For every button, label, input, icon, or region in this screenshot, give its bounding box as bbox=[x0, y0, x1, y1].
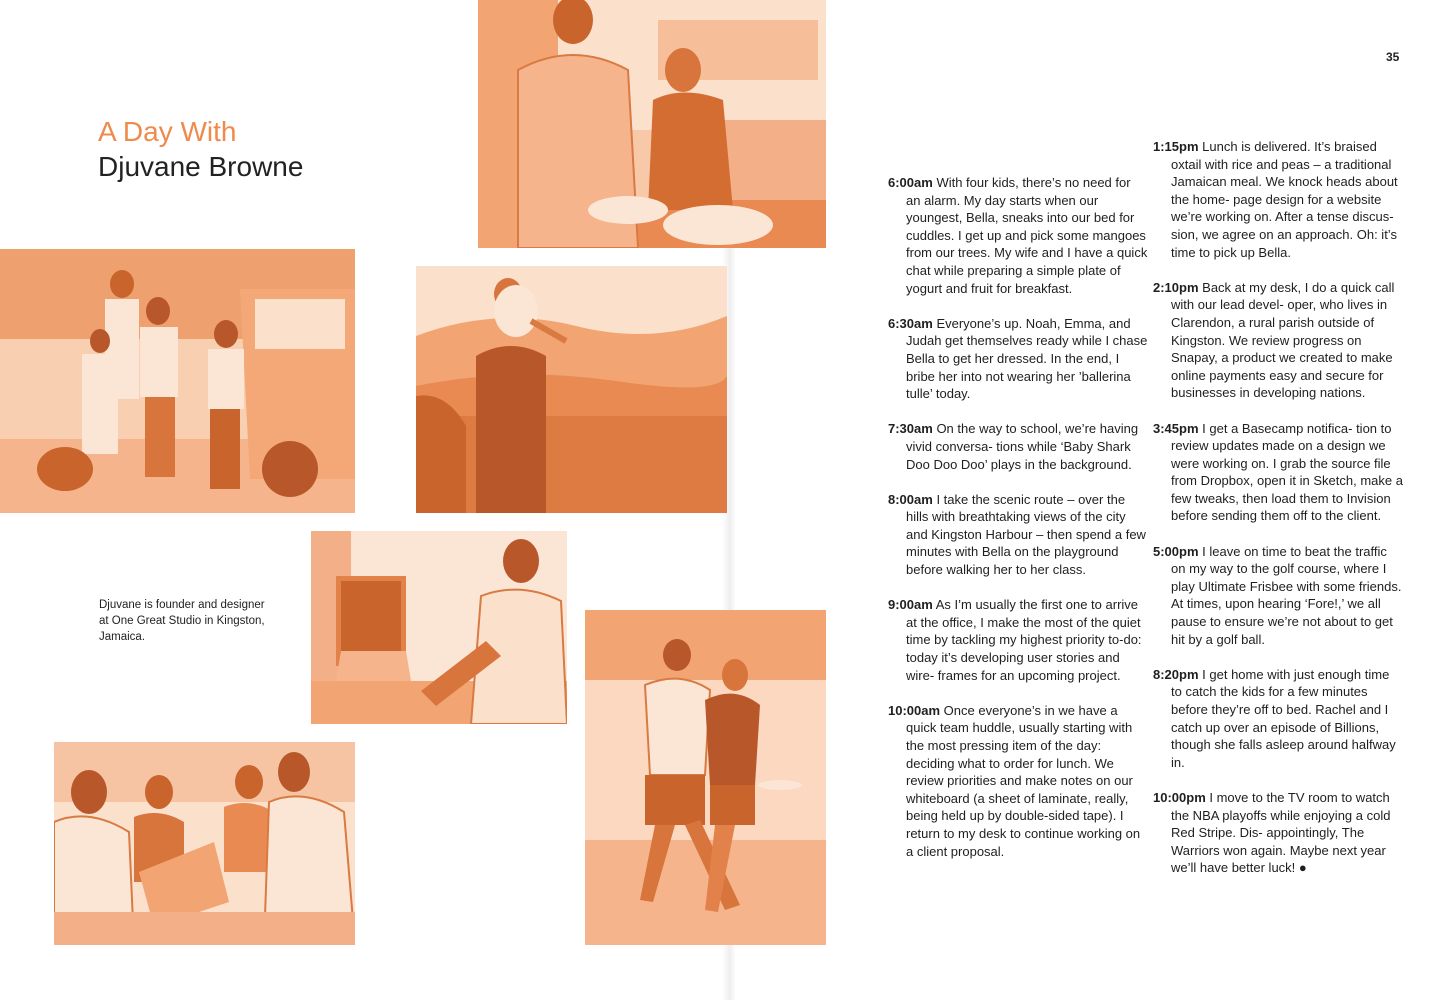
schedule-entry bbox=[1153, 279, 1403, 402]
entry-text: As I’m usually the first one to arrive at the office, I make the most of the quiet time by tackling my highest priority to-do: today it’s developing user stories and wire- frames for an upcoming project. bbox=[906, 597, 1142, 683]
schedule-entry bbox=[1153, 789, 1403, 877]
entry-time: 1:15pm bbox=[1153, 139, 1199, 154]
schedule-entry bbox=[888, 596, 1148, 684]
entry-time: 2:10pm bbox=[1153, 279, 1199, 295]
page-number: 35 bbox=[1386, 50, 1400, 64]
entry-text: I move to the TV room to watch the NBA playoffs while enjoying a cold Red Stripe. Dis- appointingly, The Warriors won again. Maybe next year we’ll have better luck! ● bbox=[1171, 789, 1391, 876]
family-walk-photo bbox=[0, 249, 355, 513]
title-line-2: Djuvane Browne bbox=[98, 151, 304, 182]
schedule-entry bbox=[888, 174, 1148, 297]
entry-time: 10:00pm bbox=[1153, 789, 1206, 805]
entry-text: I get home with just enough time to catch the kids for a few minutes before they’re off to bed. Rachel and I catch up over an episode of Billions, though she falls asleep around halfway in. bbox=[1171, 666, 1396, 770]
entry-text: I take the scenic route – over the hills with breathtaking views of the city and Kingston Harbour – then spend a few minutes with Bella on the playground before walking her to her class. bbox=[906, 491, 1146, 578]
schedule-entry bbox=[888, 491, 1148, 579]
schedule-entry bbox=[1153, 543, 1403, 649]
schedule-entry bbox=[1153, 420, 1403, 526]
entry-time: 9:00am bbox=[888, 597, 933, 613]
entry-text: On the way to school, we’re having vivid conversa- tions while ‘Baby Shark Doo Doo Doo’ plays in the background. bbox=[906, 421, 1139, 472]
article-title bbox=[98, 114, 303, 184]
entry-time: 5:00pm bbox=[1153, 543, 1199, 559]
schedule-entry bbox=[1153, 666, 1403, 772]
entry-time: 10:00am bbox=[888, 702, 941, 718]
frisbee-photo bbox=[585, 610, 826, 945]
schedule-column-1 bbox=[888, 174, 1148, 878]
schedule-entry bbox=[888, 315, 1148, 403]
entry-time: 8:00am bbox=[888, 491, 933, 507]
desk-work-photo bbox=[311, 531, 567, 724]
entry-time: 6:30am bbox=[888, 315, 933, 331]
title-line-1: A Day With bbox=[98, 116, 237, 147]
entry-text: I get a Basecamp notifica- tion to review updates made on a design we were working on. I grab the source file from Dropbox, open it in Sketch, make a few tweaks, then load them to Invision before sending them off to the client. bbox=[1171, 420, 1403, 524]
schedule-entry bbox=[888, 702, 1148, 860]
entry-text: With four kids, there’s no need for an alarm. My day starts when our youngest, Bella, sneaks into our bed for cuddles. I get up and pick some mangoes from our trees. My wife and I have a quick chat while preparing a simple plate of yogurt and fruit for breakfast. bbox=[906, 175, 1148, 296]
schedule-column-2 bbox=[1153, 138, 1403, 895]
schedule-entry bbox=[888, 420, 1148, 473]
entry-time: 3:45pm bbox=[1153, 420, 1199, 436]
entry-time: 8:20pm bbox=[1153, 666, 1199, 682]
photo-caption: Djuvane is founder and designer at One Great Studio in Kingston, Jamaica. bbox=[99, 599, 265, 643]
hillside-photo bbox=[416, 266, 727, 513]
schedule-entry bbox=[1153, 138, 1403, 261]
entry-text: I leave on time to beat the traffic on my way to the golf course, where I play Ultimate Frisbee with some friends. At times, upon hearing ‘Fore!,’ we all pause to ensure we’re not about to get hit by a golf ball. bbox=[1171, 543, 1402, 647]
entry-text: Lunch is delivered. It’s braised oxtail with rice and peas – a traditional Jamaican meal. We knock heads about the home- page design for a website we’re working on. After a tense discus- sion, we agree on an approach. Oh: it’s time to pick up Bella. bbox=[1171, 139, 1398, 260]
kitchen-photo bbox=[478, 0, 826, 248]
entry-text: Everyone’s up. Noah, Emma, and Judah get themselves ready while I chase Bella to get her dressed. In the end, I bribe her into not wearing her ’ballerina tulle’ today. bbox=[906, 315, 1148, 402]
team-meeting-photo bbox=[54, 742, 355, 945]
entry-text: Back at my desk, I do a quick call with our lead devel- oper, who lives in Clarendon, a rural parish outside of Kingston. We review progress on Snapay, a product we created to make online payments easy and secure for businesses in developing nations. bbox=[1171, 279, 1395, 401]
entry-time: 6:00am bbox=[888, 175, 933, 190]
entry-time: 7:30am bbox=[888, 421, 933, 437]
entry-text: Once everyone’s in we have a quick team huddle, usually starting with the most pressing item of the day: deciding what to order for lunch. We review priorities and make notes on our whiteboard (a sheet of laminate, really, being held up by double-sided tape). I return to my desk to continue working on a client proposal. bbox=[906, 702, 1141, 859]
